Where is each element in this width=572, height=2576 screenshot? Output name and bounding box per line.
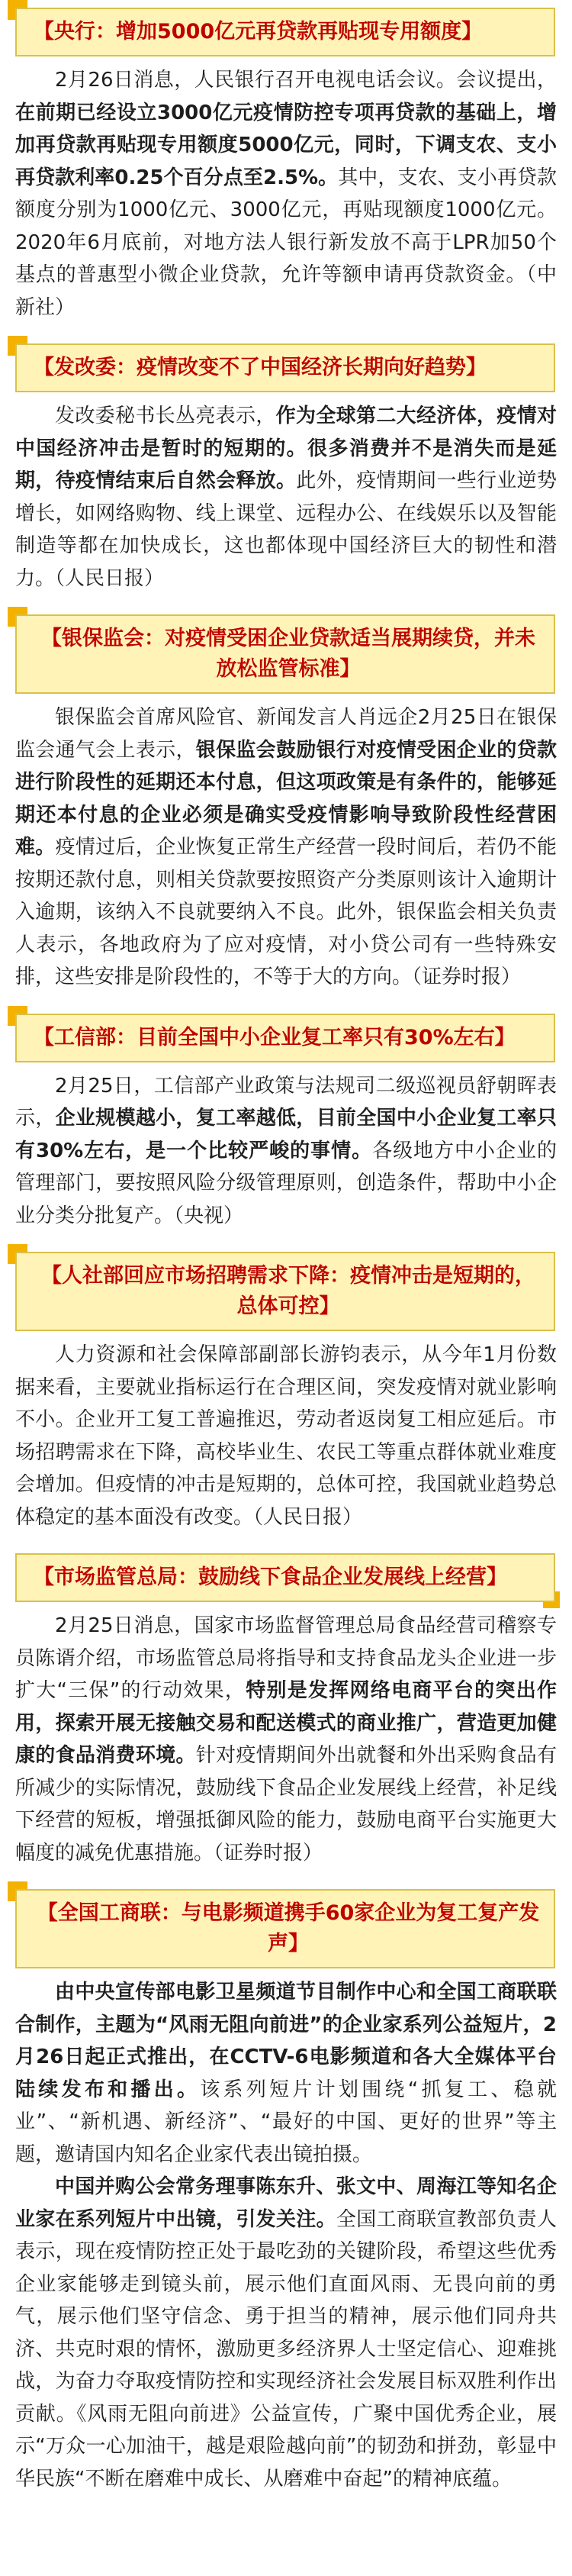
section-heading-box [15,1014,555,1062]
section-body [15,400,560,595]
news-section-mohrss [15,1252,560,1533]
paragraph: 中国并购公会常务理事陈东升、张文中、周海江等知名企业家在系列短片中出镜，引发关注。全国工商联宣教部负责人表示，现在疫情防控正处于最吃劲的关键阶段，希望这些优秀企业家能够走到镜头前，展示他们直面风雨、无畏向前的勇气，展示他们坚守信念、勇于担当的精神，展示他们同舟共济、共克时艰的情怀，激励更多经济界人士坚定信心、迎难挑战，为奋力夺取疫情防控和实现经济社会发展目标双胜利作出贡献。《风雨无阻向前进》公益宣传，广聚中国优秀企业，展示“万众一心加油干，越是艰险越向前”的韧劲和拼劲，彰显中华民族“不断在磨难中成长、从磨难中奋起”的精神底蕴。 [15,2175,557,2491]
section-title: 【人社部回应市场招聘需求下降：疫情冲击是短期的，总体可控】 [15,1252,555,1331]
paragraph: 人力资源和社会保障部副部长游钧表示，从今年1月份数据来看，主要就业指标运行在合理区间，突发疫情对就业影响不小。企业开工复工普遍推迟，劳动者返岗复工相应延后。市场招聘需求在下降，高校毕业生、农民工等重点群体就业难度会增加。但疫情的冲击是短期的，总体可控，我国就业趋势总体稳定的基本面没有改变。（人民日报） [15,1343,557,1529]
paragraph: 银保监会首席风险官、新闻发言人肖远企2月25日在银保监会通气会上表示，银保监会鼓励银行对疫情受困企业的贷款进行阶段性的延期还本付息，但这项政策是有条件的，能够延期还本付息的企业必须是确实受疫情影响导致阶段性经营困难。疫情过后，企业恢复正常生产经营一段时间后，若仍不能按期还款付息，则相关贷款要按照资产分类原则该计入逾期计入逾期，该纳入不良就要纳入不良。此外，银保监会相关负责人表示，各地政府为了应对疫情，对小贷公司有一些特殊安排，这些安排是阶段性的，不等于大的方向。（证券时报） [15,706,557,988]
news-section-samr [15,1553,560,1869]
paragraph: 2月25日消息，国家市场监督管理总局食品经营司稽察专员陈谞介绍，市场监管总局将指导和支持食品龙头企业进一步扩大“三保”的行动效果，特别是发挥网络电商平台的突出作用，探索开展无接触交易和配送模式的商业推广，营造更加健康的食品消费环境。针对疫情期间外出就餐和外出采购食品有所减少的实际情况，鼓励线下食品企业发展线上经营，补足线下经营的短板，增强抵御风险的能力，鼓励电商平台实施更大幅度的减免优惠措施。（证券时报） [15,1614,557,1865]
section-heading-box [15,343,555,392]
paragraph: 由中央宣传部电影卫星频道节目制作中心和全国工商联联合制作，主题为“风雨无阻向前进”的企业家系列公益短片，2月26日起正式推出，在CCTV-6电影频道和各大全媒体平台陆续发布和播出。该系列短片计划围绕“抓复工、稳就业”、“新机遇、新经济”、“最好的中国、更好的世界”等主题，邀请国内知名企业家代表出镜拍摄。 [15,1981,557,2166]
paragraph: 2月26日消息，人民银行召开电视电话会议。会议提出，在前期已经设立3000亿元疫情防控专项再贷款的基础上，增加再贷款再贴现专用额度5000亿元，同时，下调支农、支小再贷款利率0.25个百分点至2.5%。其中，支农、支小再贷款额度分别为1000亿元、3000亿元，再贴现额度1000亿元。2020年6月底前，对地方法人银行新发放不高于LPR加50个基点的普惠型小微企业贷款，允许等额申请再贷款资金。（中新社） [15,69,557,319]
section-heading-box [15,1553,555,1602]
section-title: 【市场监管总局：鼓励线下食品企业发展线上经营】 [15,1553,555,1602]
section-body [15,701,560,994]
section-body [15,1976,560,2495]
section-heading-box [15,1889,555,1968]
section-body [15,1610,560,1869]
news-section-pboc [15,8,560,324]
section-title: 【工信部：目前全国中小企业复工率只有30%左右】 [15,1014,555,1062]
section-heading-box [15,1252,555,1331]
section-heading-box [15,8,555,56]
paragraph: 发改委秘书长丛亮表示，作为全球第二大经济体，疫情对中国经济冲击是暂时的短期的。很多消费并不是消失而是延期，待疫情结束后自然会释放。此外，疫情期间一些行业逆势增长，如网络购物、线上课堂、远程办公、在线娱乐以及智能制造等都在加快成长，这也都体现中国经济巨大的韧性和潜力。（人民日报） [15,405,557,590]
news-section-acfic [15,1889,560,2495]
section-body [15,1070,560,1233]
section-title: 【央行：增加5000亿元再贷款再贴现专用额度】 [15,8,555,56]
section-body [15,1339,560,1533]
paragraph: 2月25日，工信部产业政策与法规司二级巡视员舒朝晖表示，企业规模越小，复工率越低，目前全国中小企业复工率只有30%左右，是一个比较严峻的事情。各级地方中小企业的管理部门，要按照风险分级管理原则，创造条件，帮助中小企业分类分批复产。（央视） [15,1074,557,1227]
news-section-miit [15,1014,560,1233]
news-section-cbirc [15,614,560,994]
news-section-ndrc [15,343,560,595]
section-title: 【全国工商联：与电影频道携手60家企业为复工复产发声】 [15,1889,555,1968]
section-title: 【发改委：疫情改变不了中国经济长期向好趋势】 [15,343,555,392]
section-body [15,64,560,324]
section-heading-box [15,614,555,694]
section-title: 【银保监会：对疫情受困企业贷款适当展期续贷，并未放松监管标准】 [15,614,555,694]
